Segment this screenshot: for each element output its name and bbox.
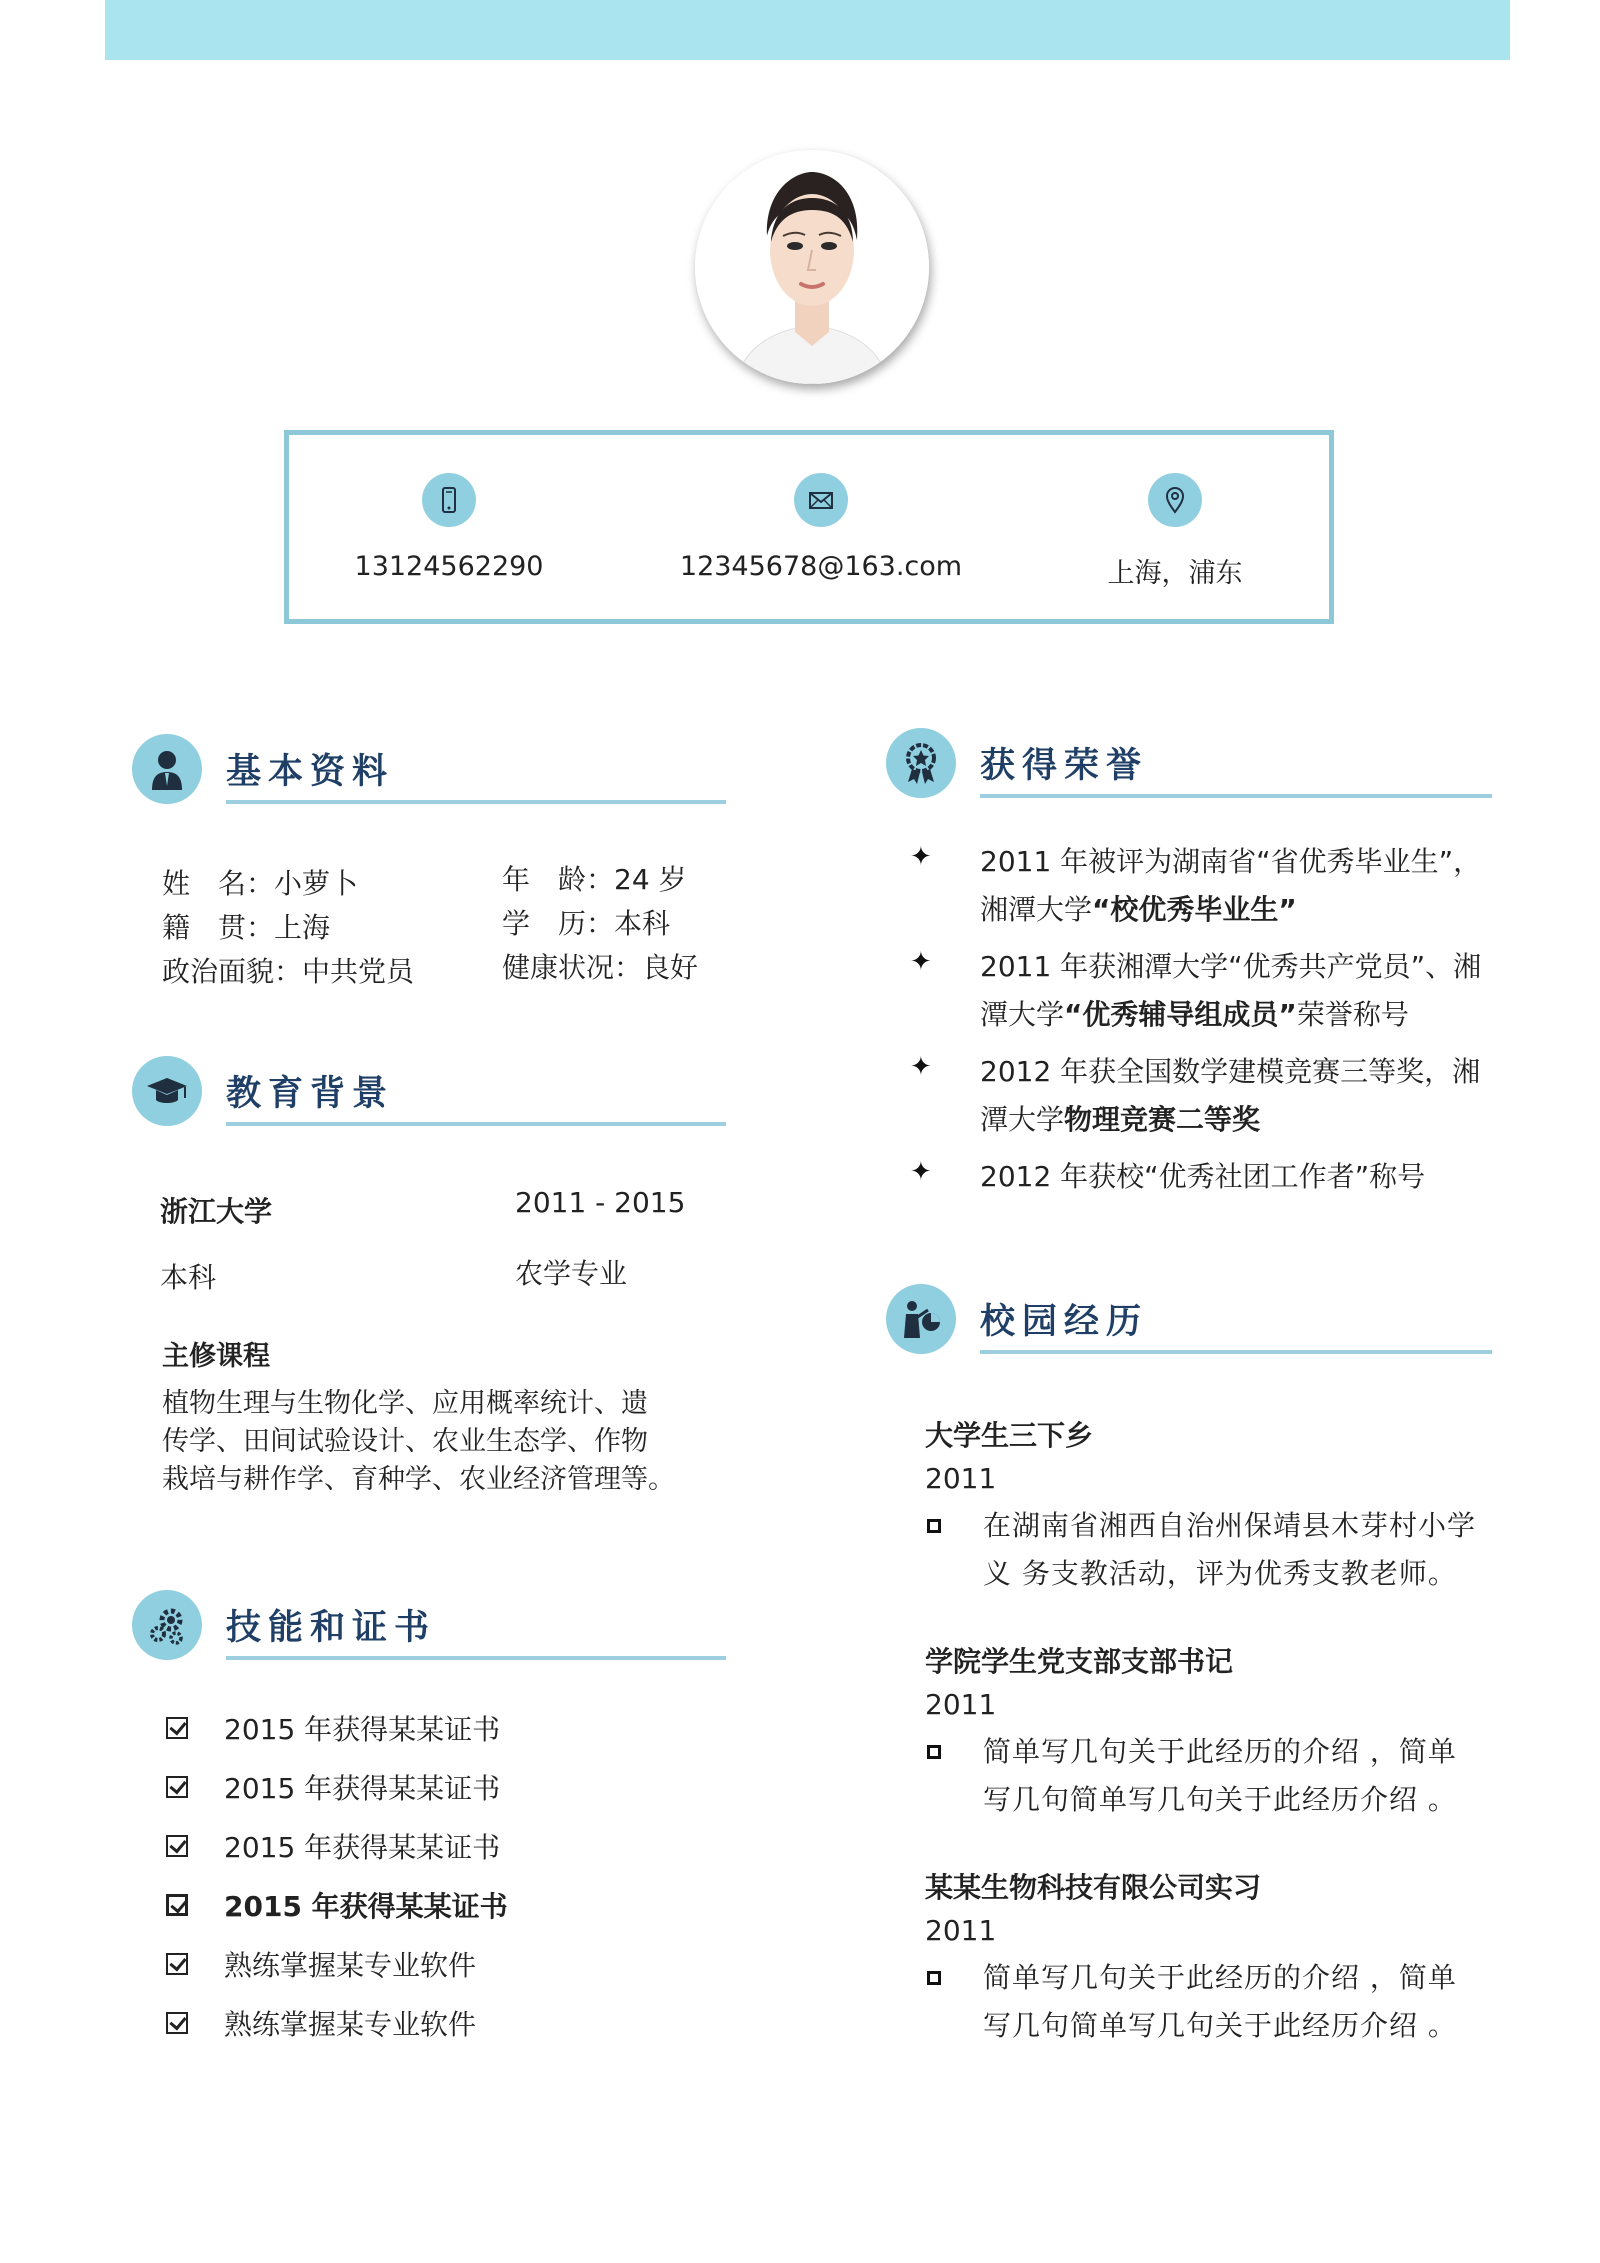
section-title: 基本资料: [226, 752, 395, 792]
cert-item: 2015 年获得某某证书: [166, 1769, 500, 1805]
contact-box: [284, 430, 1334, 624]
exp-desc: 在湖南省湘西自治州保靖县木芽村小学义 务支教活动，评为优秀支教老师。: [925, 1502, 1485, 1598]
exp-desc: 简单写几句关于此经历的介绍 ，简单写几句简单写几句关于此经历介绍 。: [925, 1954, 1485, 2050]
info-education: 学 历：本科: [502, 907, 671, 940]
star-icon: ✦: [910, 1052, 932, 1082]
info-political: 政治面貌：中共党员: [162, 955, 415, 988]
section-basic-info: [132, 734, 732, 806]
envelope-icon: [794, 473, 848, 527]
presenter-icon: [886, 1284, 956, 1354]
honor-item: ✦ 2011 年获湘潭大学“优秀共产党员”、湘潭大学“优秀辅导组成员”荣誉称号: [910, 947, 1482, 1031]
star-icon: ✦: [910, 1157, 932, 1187]
graduation-cap-icon: [132, 1056, 202, 1126]
degree: 本科: [160, 1261, 217, 1294]
info-health: 健康状况：良好: [502, 951, 699, 984]
section-title: 教育背景: [226, 1074, 395, 1114]
section-underline: [980, 794, 1492, 798]
contact-email: [661, 473, 981, 582]
education-years: 2011 - 2015: [515, 1186, 686, 1219]
section-campus: [886, 1284, 1506, 1356]
exp-title: 某某生物科技有限公司实习: [925, 1871, 1262, 1904]
gear-icon: [132, 1590, 202, 1660]
square-bullet-icon: [927, 1971, 941, 1985]
courses-title: 主修课程: [162, 1341, 270, 1372]
section-title: 校园经历: [980, 1302, 1149, 1342]
section-title: 技能和证书: [226, 1608, 437, 1648]
section-underline: [226, 1122, 726, 1126]
exp-title: 大学生三下乡: [925, 1419, 1094, 1452]
exp-title: 学院学生党支部支部书记: [925, 1645, 1234, 1678]
award-medal-icon: [886, 728, 956, 798]
square-bullet-icon: [927, 1745, 941, 1759]
exp-year: 2011: [925, 1688, 997, 1721]
section-skills: [132, 1590, 732, 1662]
star-icon: ✦: [910, 947, 932, 977]
cert-item: 熟练掌握某专业软件: [166, 2005, 476, 2041]
section-underline: [226, 800, 726, 804]
cert-item: 2015 年获得某某证书: [166, 1828, 500, 1864]
checkbox-icon: [166, 1835, 188, 1857]
section-education: [132, 1056, 732, 1128]
portrait-illustration: [695, 150, 929, 384]
section-title: 获得荣誉: [980, 746, 1149, 786]
exp-year: 2011: [925, 1462, 997, 1495]
checkbox-icon: [166, 2012, 188, 2034]
honor-item: ✦ 2012 年获全国数学建模竞赛三等奖，湘潭大学物理竞赛二等奖: [910, 1052, 1481, 1136]
checkbox-icon: [166, 1953, 188, 1975]
top-color-bar: [105, 0, 1510, 60]
info-age: 年 龄：24 岁: [502, 863, 687, 896]
profile-photo: [695, 150, 929, 384]
email-address: 12345678@163.com: [679, 551, 963, 582]
section-underline: [226, 1656, 726, 1660]
major: 农学专业: [515, 1257, 628, 1290]
checkbox-icon: [166, 1717, 188, 1739]
school-name: 浙江大学: [160, 1195, 273, 1228]
section-underline: [980, 1350, 1492, 1354]
cert-item: 2015 年获得某某证书: [166, 1887, 508, 1923]
cert-item: 熟练掌握某专业软件: [166, 1946, 476, 1982]
exp-year: 2011: [925, 1914, 997, 1947]
section-honors: [886, 728, 1506, 800]
location-text: 上海，浦东: [1107, 558, 1243, 589]
exp-desc: 简单写几句关于此经历的介绍 ，简单写几句简单写几句关于此经历介绍 。: [925, 1728, 1485, 1824]
phone-icon: [422, 473, 476, 527]
contact-phone: [289, 473, 609, 582]
honor-item: ✦ 2012 年获校“优秀社团工作者”称号: [910, 1157, 1426, 1193]
info-name: 姓 名：小萝卜: [162, 867, 359, 900]
checkbox-icon: [166, 1776, 188, 1798]
courses-text: 植物生理与生物化学、应用概率统计、遗 传学、田间试验设计、农业生态学、作物 栽培与耕作学、育种学、农业经济管理等。: [162, 1388, 675, 1495]
cert-item: 2015 年获得某某证书: [166, 1710, 500, 1746]
contact-location: [1015, 473, 1335, 590]
phone-number: 13124562290: [354, 551, 544, 582]
info-hometown: 籍 贯：上海: [162, 911, 331, 944]
checkbox-icon: [166, 1894, 188, 1916]
honor-item: ✦ 2011 年被评为湖南省“省优秀毕业生”，湘潭大学“校优秀毕业生”: [910, 842, 1482, 926]
location-pin-icon: [1148, 473, 1202, 527]
square-bullet-icon: [927, 1519, 941, 1533]
star-icon: ✦: [910, 842, 932, 872]
user-icon: [132, 734, 202, 804]
